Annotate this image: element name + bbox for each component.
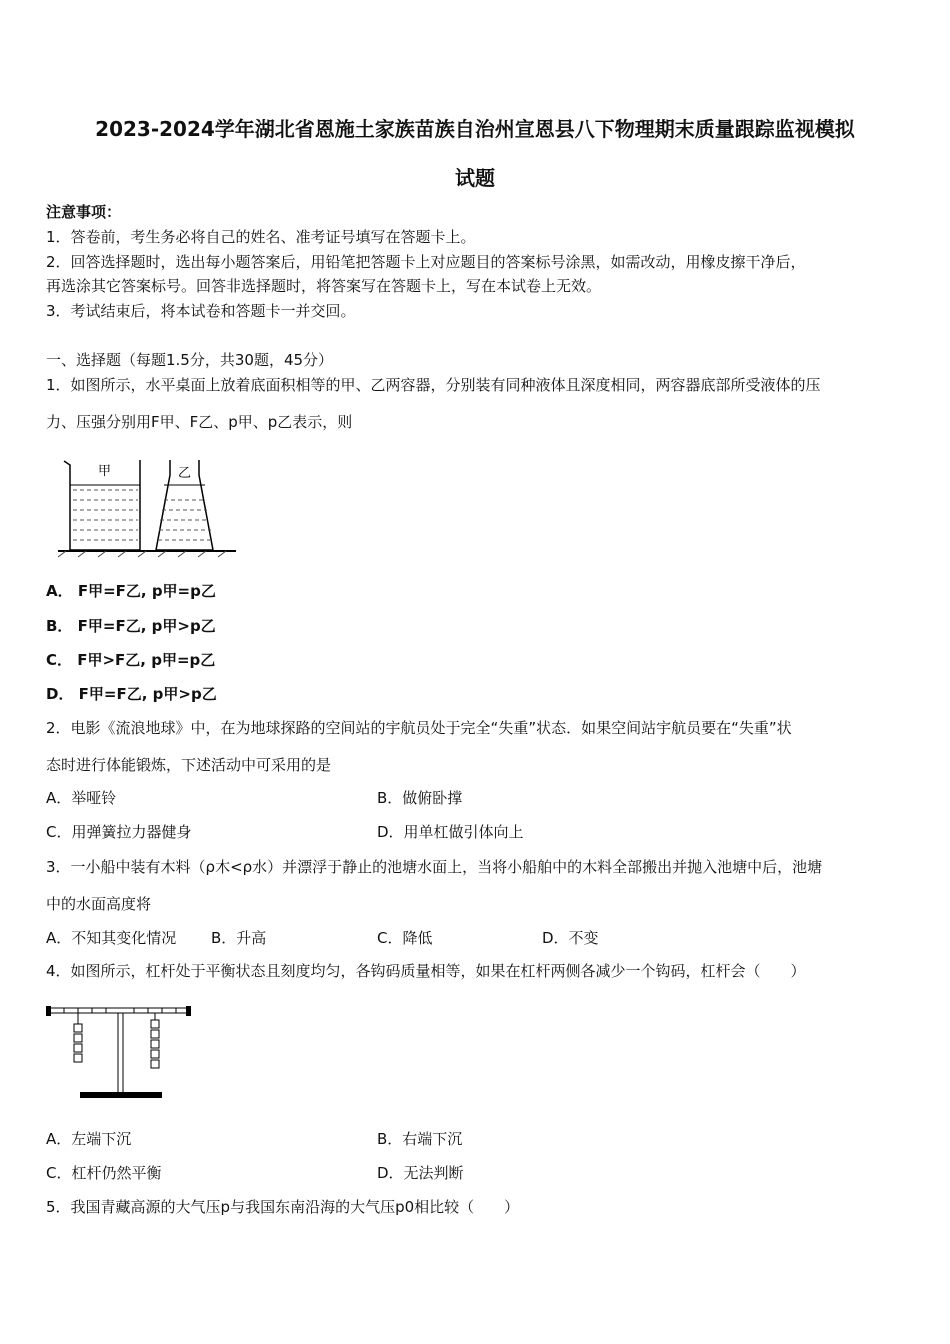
label-yi: 乙: [178, 466, 192, 481]
q4-option-c[interactable]: C．杠杆仍然平衡: [46, 1164, 162, 1182]
q3-option-c[interactable]: C．降低: [377, 929, 433, 947]
q4-option-d[interactable]: D．无法判断: [377, 1164, 464, 1182]
q4-option-a[interactable]: A．左端下沉: [46, 1130, 132, 1148]
label-jia: 甲: [98, 464, 112, 479]
note: 再选涂其它答案标号。回答非选择题时，将答案写在答题卡上，写在本试卷上无效。: [46, 277, 602, 295]
q2-option-b[interactable]: B．做俯卧撑: [377, 789, 463, 807]
lever-figure: [46, 1000, 196, 1108]
q2-option-d[interactable]: D．用单杠做引体向上: [377, 823, 524, 841]
q2-option-c[interactable]: C．用弹簧拉力器健身: [46, 823, 192, 841]
q1-option-d[interactable]: D． F甲=F乙, p甲>p乙: [46, 685, 217, 703]
q3-text: 中的水面高度将: [46, 895, 152, 913]
q3-option-b[interactable]: B．升高: [211, 929, 267, 947]
q3-text: 3．一小船中装有木料（ρ木<ρ水）并漂浮于静止的池塘水面上，当将小船舶中的木料全部搬出并抛入池塘中后，池塘: [46, 858, 823, 876]
q1-option-b[interactable]: B． F甲=F乙, p甲>p乙: [46, 617, 216, 635]
q4-text: 4．如图所示，杠杆处于平衡状态且刻度均匀，各钩码质量相等，如果在杠杆两侧各减少一个钩码，杠杆会（ ）: [46, 962, 806, 980]
q2-option-a[interactable]: A．举哑铃: [46, 789, 117, 807]
q5-text: 5．我国青藏高源的大气压p与我国东南沿海的大气压p0相比较（ ）: [46, 1198, 520, 1216]
containers-figure: [58, 455, 238, 560]
q3-option-d[interactable]: D．不变: [542, 929, 599, 947]
notes-heading: 注意事项：: [46, 203, 122, 221]
note: 2．回答选择题时，选出每小题答案后，用铅笔把答题卡上对应题目的答案标号涂黑，如需改动，用橡皮擦干净后，: [46, 253, 806, 271]
title: 2023-2024学年湖北省恩施土家族苗族自治州宣恩县八下物理期末质量跟踪监视模拟: [95, 117, 855, 141]
note: 1．答卷前，考生务必将自己的姓名、准考证号填写在答题卡上。: [46, 228, 476, 246]
q1-option-a[interactable]: A． F甲=F乙, p甲=p乙: [46, 582, 216, 600]
q4-option-b[interactable]: B．右端下沉: [377, 1130, 463, 1148]
q1-text: 1．如图所示，水平桌面上放着底面积相等的甲、乙两容器，分别装有同种液体且深度相同，两容器底部所受液体的压: [46, 376, 821, 394]
q1-option-c[interactable]: C． F甲>F乙, p甲=p乙: [46, 651, 216, 669]
q1-text: 力、压强分别用F甲、F乙、p甲、p乙表示，则: [46, 413, 353, 431]
q2-text: 态时进行体能锻炼，下述活动中可采用的是: [46, 756, 332, 774]
q3-option-a[interactable]: A．不知其变化情况: [46, 929, 177, 947]
section-heading: 一、选择题（每题1.5分，共30题，45分）: [46, 351, 334, 369]
q2-text: 2．电影《流浪地球》中，在为地球探路的空间站的宇航员处于完全“失重”状态．如果空间站宇航员要在“失重”状: [46, 719, 792, 737]
note: 3．考试结束后，将本试卷和答题卡一并交回。: [46, 302, 356, 320]
title-line2: 试题: [455, 166, 495, 190]
